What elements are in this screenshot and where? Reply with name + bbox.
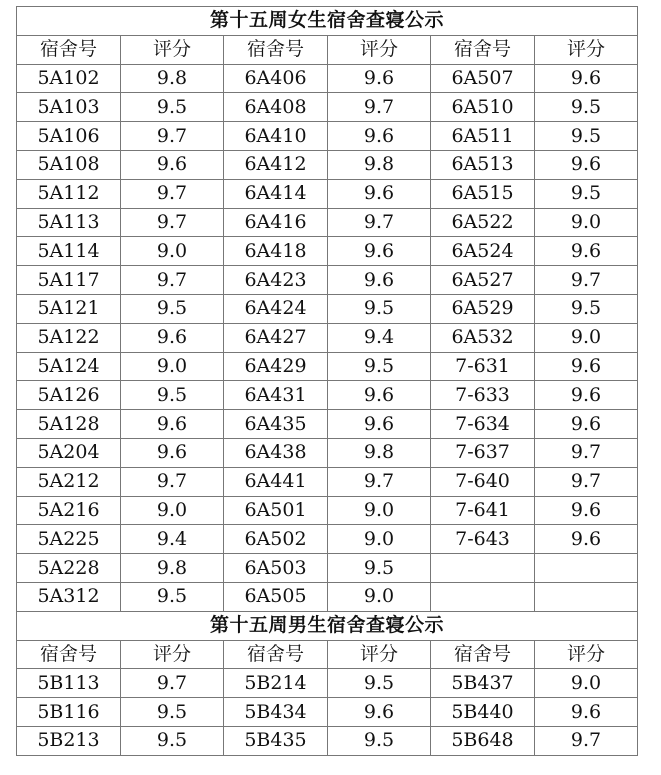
room-number-cell: 7-640 — [431, 467, 535, 496]
score-cell: 9.4 — [328, 323, 431, 352]
room-number-cell: 5B213 — [17, 726, 121, 755]
female-table-row — [17, 93, 638, 122]
score-cell: 9.7 — [121, 669, 224, 698]
female-table-row — [17, 323, 638, 352]
score-cell: 9.5 — [121, 698, 224, 727]
room-number-cell: 6A414 — [224, 179, 328, 208]
room-number-cell: 7-637 — [431, 438, 535, 467]
column-header-room: 宿舍号 — [431, 640, 535, 669]
score-cell: 9.6 — [535, 525, 638, 554]
room-number-cell: 6A408 — [224, 93, 328, 122]
room-number-cell: 6A502 — [224, 525, 328, 554]
score-cell: 9.7 — [328, 208, 431, 237]
room-number-cell: 5B440 — [431, 698, 535, 727]
score-cell — [535, 554, 638, 583]
room-number-cell: 6A507 — [431, 64, 535, 93]
score-cell: 9.0 — [121, 352, 224, 381]
room-number-cell: 7-631 — [431, 352, 535, 381]
room-number-cell: 6A503 — [224, 554, 328, 583]
room-number-cell: 6A429 — [224, 352, 328, 381]
room-number-cell: 5B435 — [224, 726, 328, 755]
score-cell: 9.8 — [328, 438, 431, 467]
room-number-cell: 5A228 — [17, 554, 121, 583]
room-number-cell: 6A513 — [431, 150, 535, 179]
room-number-cell: 6A431 — [224, 381, 328, 410]
room-number-cell: 6A423 — [224, 266, 328, 295]
room-number-cell: 5B437 — [431, 669, 535, 698]
room-number-cell: 6A532 — [431, 323, 535, 352]
column-header-score: 评分 — [121, 640, 224, 669]
column-header-score: 评分 — [535, 35, 638, 64]
score-cell: 9.6 — [535, 381, 638, 410]
female-section-title: 第十五周女生宿舍查寝公示 — [17, 7, 638, 36]
room-number-cell: 6A522 — [431, 208, 535, 237]
male-table-row — [17, 669, 638, 698]
room-number-cell — [431, 582, 535, 611]
score-cell: 9.0 — [328, 582, 431, 611]
score-cell: 9.5 — [121, 294, 224, 323]
room-number-cell: 6A406 — [224, 64, 328, 93]
column-header-room: 宿舍号 — [431, 35, 535, 64]
room-number-cell: 5A112 — [17, 179, 121, 208]
score-cell: 9.7 — [121, 208, 224, 237]
room-number-cell: 6A427 — [224, 323, 328, 352]
score-cell: 9.6 — [121, 438, 224, 467]
room-number-cell: 5A124 — [17, 352, 121, 381]
score-cell: 9.6 — [328, 179, 431, 208]
score-cell: 9.6 — [328, 381, 431, 410]
column-header-room: 宿舍号 — [17, 640, 121, 669]
score-cell: 9.7 — [535, 726, 638, 755]
room-number-cell: 7-641 — [431, 496, 535, 525]
score-cell: 9.5 — [535, 179, 638, 208]
score-cell: 9.8 — [121, 64, 224, 93]
female-table-row — [17, 352, 638, 381]
male-title-row — [17, 611, 638, 640]
female-table-row — [17, 208, 638, 237]
female-table-row — [17, 266, 638, 295]
inspection-table — [16, 6, 638, 756]
score-cell: 9.4 — [121, 525, 224, 554]
score-cell: 9.7 — [121, 266, 224, 295]
score-cell: 9.7 — [535, 467, 638, 496]
score-cell: 9.6 — [328, 266, 431, 295]
column-header-room: 宿舍号 — [224, 640, 328, 669]
room-number-cell: 6A527 — [431, 266, 535, 295]
inspection-table-body — [17, 7, 638, 756]
room-number-cell: 5B434 — [224, 698, 328, 727]
score-cell: 9.5 — [328, 294, 431, 323]
score-cell: 9.5 — [535, 93, 638, 122]
male-section-title: 第十五周男生宿舍查寝公示 — [17, 611, 638, 640]
room-number-cell: 6A416 — [224, 208, 328, 237]
score-cell: 9.5 — [328, 726, 431, 755]
score-cell: 9.5 — [328, 669, 431, 698]
room-number-cell: 5B214 — [224, 669, 328, 698]
room-number-cell — [431, 554, 535, 583]
score-cell: 9.0 — [535, 669, 638, 698]
score-cell: 9.7 — [535, 438, 638, 467]
score-cell: 9.6 — [328, 64, 431, 93]
room-number-cell: 5A108 — [17, 150, 121, 179]
score-cell: 9.6 — [535, 237, 638, 266]
room-number-cell: 6A438 — [224, 438, 328, 467]
score-cell: 9.0 — [121, 496, 224, 525]
score-cell: 9.5 — [535, 122, 638, 151]
room-number-cell: 5A114 — [17, 237, 121, 266]
dorm-inspection-notice — [16, 6, 638, 756]
room-number-cell: 6A418 — [224, 237, 328, 266]
male-table-row — [17, 698, 638, 727]
room-number-cell: 5B648 — [431, 726, 535, 755]
room-number-cell: 6A529 — [431, 294, 535, 323]
room-number-cell: 5A312 — [17, 582, 121, 611]
female-header-row — [17, 35, 638, 64]
score-cell: 9.0 — [535, 208, 638, 237]
room-number-cell: 6A435 — [224, 410, 328, 439]
room-number-cell: 6A510 — [431, 93, 535, 122]
score-cell: 9.5 — [328, 554, 431, 583]
column-header-score: 评分 — [121, 35, 224, 64]
female-table-row — [17, 410, 638, 439]
column-header-score: 评分 — [328, 35, 431, 64]
score-cell: 9.0 — [121, 237, 224, 266]
female-table-row — [17, 554, 638, 583]
score-cell: 9.6 — [535, 410, 638, 439]
female-table-row — [17, 237, 638, 266]
female-table-row — [17, 381, 638, 410]
female-table-row — [17, 294, 638, 323]
score-cell: 9.6 — [328, 698, 431, 727]
room-number-cell: 7-634 — [431, 410, 535, 439]
score-cell: 9.5 — [121, 93, 224, 122]
female-table-row — [17, 122, 638, 151]
female-table-row — [17, 179, 638, 208]
room-number-cell: 6A511 — [431, 122, 535, 151]
male-table-row — [17, 726, 638, 755]
score-cell: 9.6 — [535, 698, 638, 727]
score-cell: 9.0 — [328, 496, 431, 525]
column-header-score: 评分 — [535, 640, 638, 669]
room-number-cell: 6A441 — [224, 467, 328, 496]
score-cell: 9.7 — [535, 266, 638, 295]
score-cell: 9.7 — [121, 122, 224, 151]
score-cell: 9.7 — [328, 93, 431, 122]
room-number-cell: 5A106 — [17, 122, 121, 151]
score-cell: 9.6 — [535, 150, 638, 179]
room-number-cell: 7-633 — [431, 381, 535, 410]
score-cell: 9.7 — [121, 179, 224, 208]
score-cell: 9.5 — [121, 381, 224, 410]
female-table-row — [17, 582, 638, 611]
room-number-cell: 5B113 — [17, 669, 121, 698]
score-cell: 9.6 — [121, 410, 224, 439]
score-cell: 9.6 — [121, 150, 224, 179]
female-table-row — [17, 150, 638, 179]
score-cell: 9.7 — [328, 467, 431, 496]
score-cell: 9.8 — [328, 150, 431, 179]
room-number-cell: 5B116 — [17, 698, 121, 727]
room-number-cell: 5A121 — [17, 294, 121, 323]
room-number-cell: 5A102 — [17, 64, 121, 93]
score-cell: 9.5 — [535, 294, 638, 323]
room-number-cell: 5A212 — [17, 467, 121, 496]
score-cell: 9.6 — [535, 496, 638, 525]
score-cell: 9.6 — [328, 237, 431, 266]
room-number-cell: 6A505 — [224, 582, 328, 611]
score-cell: 9.6 — [328, 122, 431, 151]
column-header-room: 宿舍号 — [17, 35, 121, 64]
room-number-cell: 5A128 — [17, 410, 121, 439]
female-table-row — [17, 64, 638, 93]
room-number-cell: 5A216 — [17, 496, 121, 525]
room-number-cell: 5A113 — [17, 208, 121, 237]
score-cell: 9.0 — [535, 323, 638, 352]
room-number-cell: 5A122 — [17, 323, 121, 352]
room-number-cell: 5A117 — [17, 266, 121, 295]
female-table-row — [17, 438, 638, 467]
room-number-cell: 5A204 — [17, 438, 121, 467]
male-header-row — [17, 640, 638, 669]
score-cell: 9.0 — [328, 525, 431, 554]
score-cell: 9.5 — [328, 352, 431, 381]
room-number-cell: 6A424 — [224, 294, 328, 323]
room-number-cell: 5A103 — [17, 93, 121, 122]
score-cell — [535, 582, 638, 611]
room-number-cell: 6A515 — [431, 179, 535, 208]
room-number-cell: 7-643 — [431, 525, 535, 554]
room-number-cell: 6A524 — [431, 237, 535, 266]
room-number-cell: 6A501 — [224, 496, 328, 525]
female-table-row — [17, 525, 638, 554]
room-number-cell: 5A225 — [17, 525, 121, 554]
score-cell: 9.5 — [121, 726, 224, 755]
room-number-cell: 5A126 — [17, 381, 121, 410]
column-header-score: 评分 — [328, 640, 431, 669]
score-cell: 9.6 — [328, 410, 431, 439]
female-table-row — [17, 467, 638, 496]
female-table-row — [17, 496, 638, 525]
room-number-cell: 6A410 — [224, 122, 328, 151]
room-number-cell: 6A412 — [224, 150, 328, 179]
column-header-room: 宿舍号 — [224, 35, 328, 64]
score-cell: 9.6 — [121, 323, 224, 352]
score-cell: 9.6 — [535, 352, 638, 381]
female-title-row — [17, 7, 638, 36]
score-cell: 9.8 — [121, 554, 224, 583]
score-cell: 9.5 — [121, 582, 224, 611]
score-cell: 9.7 — [121, 467, 224, 496]
score-cell: 9.6 — [535, 64, 638, 93]
